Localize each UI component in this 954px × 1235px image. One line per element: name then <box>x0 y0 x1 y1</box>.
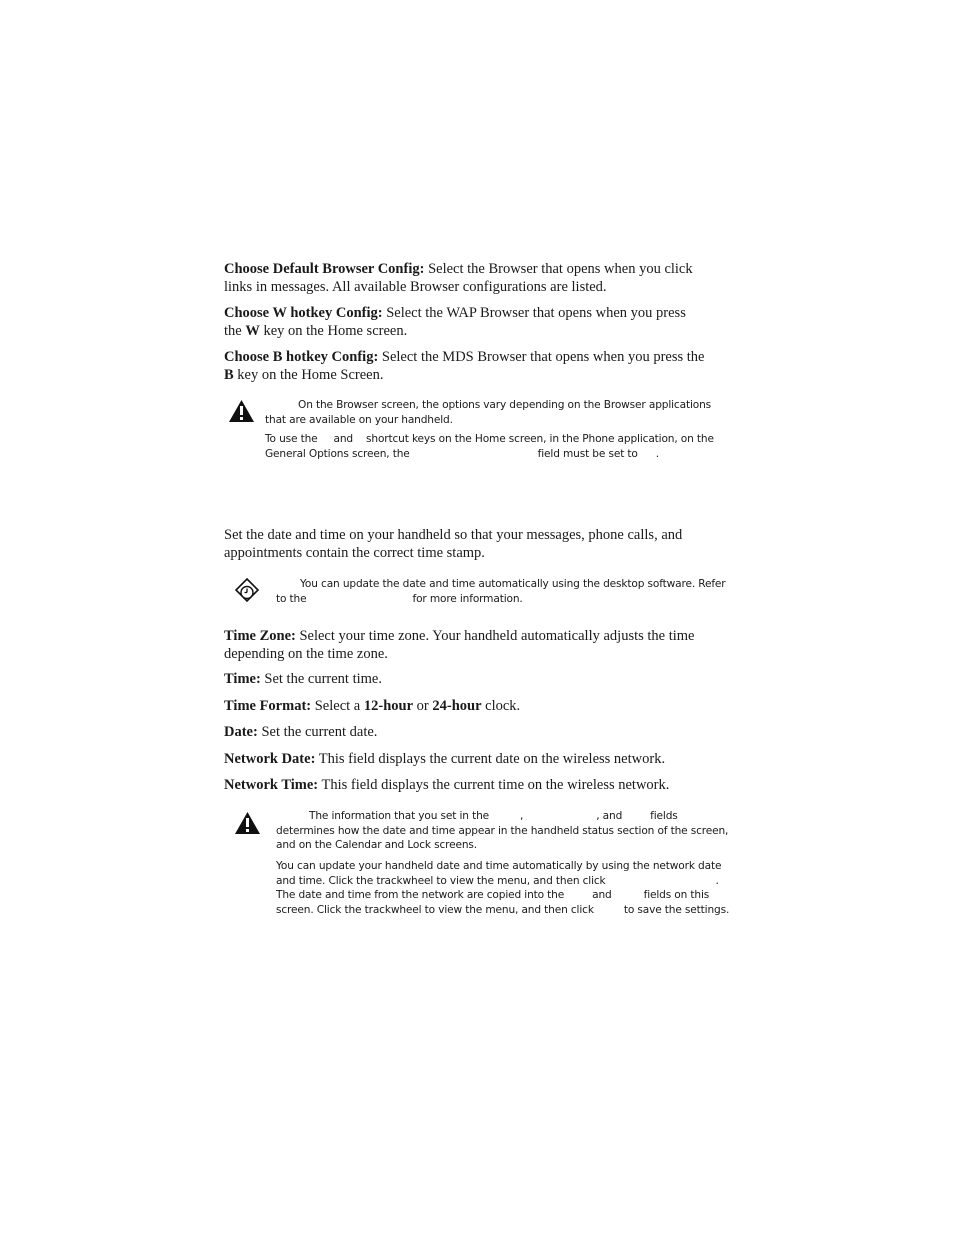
time-zone-term: Time Zone: <box>224 628 296 644</box>
b-hotkey-config-desc: Choose B hotkey Config: Select the MDS Browser that opens when you press the B key on the Home Screen. <box>224 349 705 383</box>
clock-tip-icon <box>235 578 259 602</box>
network-time-desc: Network Time: This field displays the current time on the wireless network. <box>224 777 670 793</box>
time-term: Time: <box>224 671 261 687</box>
b-hotkey-config-term: Choose B hotkey Config: <box>224 349 379 365</box>
time-format-desc: Time Format: Select a 12-hour or 24-hour clock. <box>224 698 521 714</box>
date-time-note-para1: The information that you set in the , , and fields determines how the date and time appear in the handheld status section of the screen, and on the Calendar and Lock screens. <box>276 810 729 851</box>
w-hotkey-config-desc: Choose W hotkey Config: Select the WAP Browser that opens when you press the W key on the Home screen. <box>224 305 686 339</box>
browser-note-para1: On the Browser screen, the options vary depending on the Browser applications that are available on your handheld. <box>265 399 712 426</box>
date-term: Date: <box>224 724 258 740</box>
browser-note-para2: To use the and shortcut keys on the Home screen, in the Phone application, on the General Options screen, the field must be set to . <box>265 433 714 460</box>
warning-icon <box>228 399 255 423</box>
w-hotkey-config-term: Choose W hotkey Config: <box>224 305 383 321</box>
date-time-note-para2: You can update your handheld date and time automatically by using the network date and time. Click the trackwheel to view the menu, and then click . The date and time from the network are copied into the and fields on this screen. Click the trackwheel to view the menu, and then click to save the settings. <box>276 860 730 916</box>
time-zone-desc: Time Zone: Select your time zone. Your handheld automatically adjusts the time depending on the time zone. <box>224 628 695 662</box>
time-format-term: Time Format: <box>224 698 312 714</box>
warning-icon <box>234 811 261 835</box>
network-time-term: Network Time: <box>224 777 319 793</box>
date-time-tip: You can update the date and time automatically using the desktop software. Refer to the for more information. <box>276 578 726 605</box>
network-date-desc: Network Date: This field displays the current date on the wireless network. <box>224 751 666 767</box>
date-time-intro: Set the date and time on your handheld so that your messages, phone calls, and appointments contain the correct time stamp. <box>224 527 683 561</box>
date-desc: Date: Set the current date. <box>224 724 378 740</box>
time-desc: Time: Set the current time. <box>224 671 382 687</box>
default-browser-config-desc: Choose Default Browser Config: Select the Browser that opens when you click links in messages. All available Browser configurations are listed. <box>224 261 693 295</box>
default-browser-config-term: Choose Default Browser Config: <box>224 261 425 277</box>
network-date-term: Network Date: <box>224 751 316 767</box>
